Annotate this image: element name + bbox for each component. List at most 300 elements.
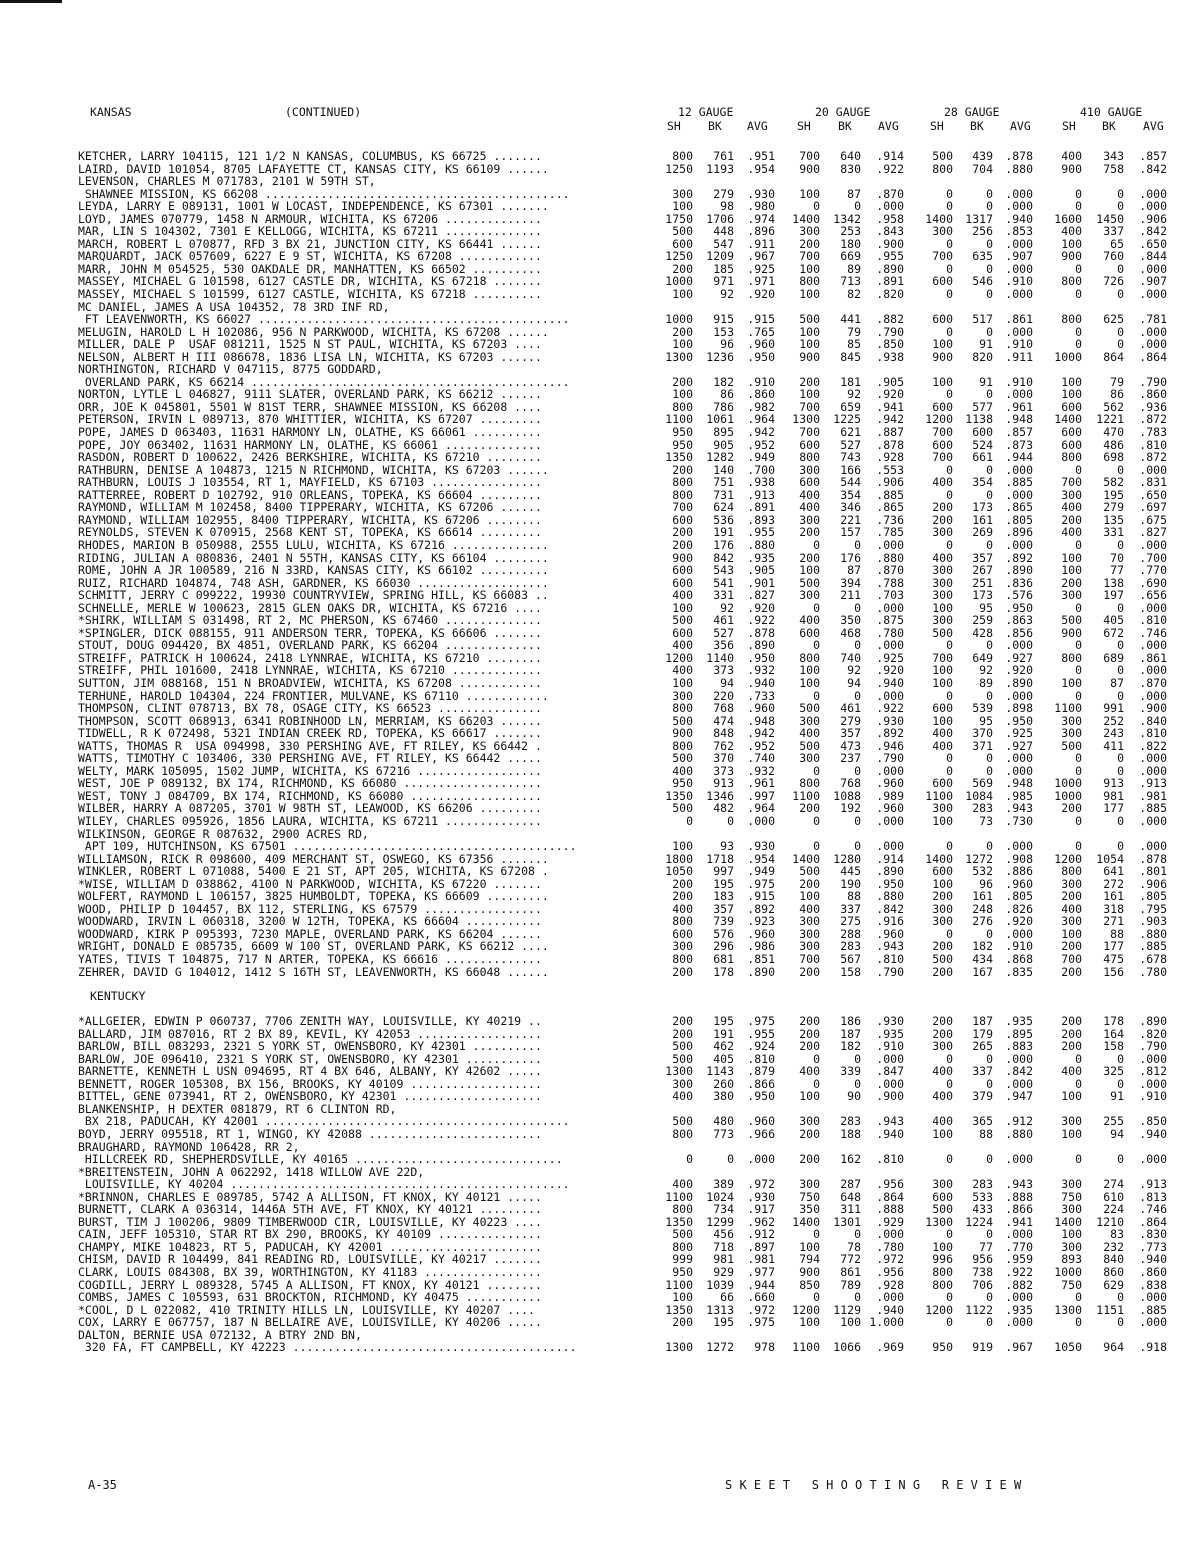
cell-avg-12: .955 — [747, 525, 775, 540]
cell-bk-410: 0 — [1117, 751, 1124, 766]
cell-sh-28: 400 — [932, 475, 953, 490]
cell-bk-12: 1282 — [706, 450, 734, 465]
cell-avg-20: .780 — [876, 1239, 904, 1254]
cell-sh-12: 1350 — [665, 788, 693, 803]
cell-sh-20: 100 — [799, 324, 820, 339]
cell-avg-410: .906 — [1139, 211, 1167, 226]
cell-avg-12: .912 — [747, 1227, 775, 1242]
cell-sh-12: 100 — [672, 839, 693, 854]
cell-bk-12: 96 — [720, 337, 734, 352]
cell-avg-20: .878 — [876, 437, 904, 452]
cell-avg-28: .000 — [1005, 688, 1033, 703]
cell-sh-410: 100 — [1061, 550, 1082, 565]
cell-avg-28: .944 — [1005, 450, 1033, 465]
cell-avg-410: .890 — [1139, 1014, 1167, 1029]
cell-avg-410: .810 — [1139, 726, 1167, 741]
cell-avg-20: .958 — [876, 211, 904, 226]
cell-bk-20: 162 — [840, 1152, 861, 1167]
cell-bk-20: 1301 — [833, 1214, 861, 1229]
continued-label: (CONTINUED) — [285, 105, 362, 119]
cell-sh-12: 400 — [672, 1089, 693, 1104]
cell-bk-410: 760 — [1103, 249, 1124, 264]
cell-bk-410: 0 — [1117, 688, 1124, 703]
gauge-20-header: 20 GAUGE — [815, 105, 871, 119]
cell-sh-28: 600 — [932, 274, 953, 289]
cell-bk-28: 161 — [972, 889, 993, 904]
cell-avg-20: .810 — [876, 1152, 904, 1167]
cell-bk-28: 0 — [986, 638, 993, 653]
shooter-entry: BURST, TIM J 100206, 9809 TIMBERWOOD CIR, LOUISVILLE, KY 40223 .... — [78, 1214, 542, 1229]
cell-sh-28: 0 — [946, 1076, 953, 1091]
cell-avg-28: .000 — [1005, 1152, 1033, 1167]
cell-sh-20: 794 — [799, 1252, 820, 1267]
shooter-entry: *BREITENSTEIN, JOHN A 062292, 1418 WILLOW AVE 22D, — [78, 1164, 425, 1179]
cell-sh-410: 300 — [1061, 713, 1082, 728]
col-bk-410: BK — [1102, 119, 1116, 133]
cell-sh-410: 1000 — [1054, 788, 1082, 803]
publication-name: S K E E T S H O O T I N G R E V I E W — [725, 1478, 1022, 1492]
cell-bk-28: 635 — [972, 249, 993, 264]
cell-avg-20: .788 — [876, 575, 904, 590]
cell-avg-410: .783 — [1139, 425, 1167, 440]
cell-avg-20: .916 — [876, 914, 904, 929]
cell-avg-12: .810 — [747, 1051, 775, 1066]
cell-sh-410: 300 — [1061, 914, 1082, 929]
cell-sh-12: 600 — [672, 926, 693, 941]
cell-sh-28: 0 — [946, 487, 953, 502]
cell-avg-20: .905 — [876, 374, 904, 389]
cell-sh-20: 100 — [799, 261, 820, 276]
shooter-entry: RATTERREE, ROBERT D 102792, 910 ORLEANS, TOPEKA, KS 66604 ......... — [78, 487, 542, 502]
cell-bk-410: 1054 — [1096, 851, 1124, 866]
shooter-entry: LOUISVILLE, KY 40204 ................................................. — [78, 1177, 570, 1192]
cell-avg-28: .836 — [1005, 575, 1033, 590]
cell-sh-410: 400 — [1061, 525, 1082, 540]
cell-sh-28: 300 — [932, 588, 953, 603]
cell-bk-20: 441 — [840, 312, 861, 327]
cell-avg-20: .842 — [876, 901, 904, 916]
cell-bk-410: 279 — [1103, 500, 1124, 515]
shooter-entry: RHODES, MARION B 050988, 2555 LULU, WICHITA, KS 67216 .............. — [78, 537, 549, 552]
cell-bk-28: 267 — [972, 563, 993, 578]
shooter-entry: REYNOLDS, STEVEN K 070915, 2568 KENT ST, TOPEKA, KS 66614 ......... — [78, 525, 542, 540]
cell-avg-28: .000 — [1005, 537, 1033, 552]
table-row — [0, 614, 1200, 627]
cell-bk-20: 190 — [840, 876, 861, 891]
cell-bk-28: 577 — [972, 399, 993, 414]
cell-bk-20: 1088 — [833, 788, 861, 803]
cell-sh-20: 0 — [813, 1227, 820, 1242]
cell-sh-28: 1400 — [925, 851, 953, 866]
cell-bk-20: 100 — [840, 1315, 861, 1330]
cell-bk-410: 0 — [1117, 1051, 1124, 1066]
cell-bk-410: 0 — [1117, 600, 1124, 615]
cell-bk-12: 1039 — [706, 1277, 734, 1292]
shooter-entry: MELUGIN, HAROLD L H 102086, 956 N PARKWOOD, WICHITA, KS 67208 ...... — [78, 324, 549, 339]
cell-avg-28: .873 — [1005, 437, 1033, 452]
cell-bk-12: 462 — [713, 1039, 734, 1054]
cell-avg-28: .912 — [1005, 1114, 1033, 1129]
cell-bk-20: 288 — [840, 926, 861, 941]
cell-bk-28: 0 — [986, 462, 993, 477]
cell-sh-28: 0 — [946, 199, 953, 214]
cell-bk-20: 1225 — [833, 412, 861, 427]
cell-bk-12: 536 — [713, 512, 734, 527]
cell-sh-12: 200 — [672, 1315, 693, 1330]
cell-sh-410: 1000 — [1054, 1265, 1082, 1280]
cell-bk-12: 681 — [713, 952, 734, 966]
cell-bk-410: 758 — [1103, 161, 1124, 176]
cell-avg-410: .000 — [1139, 261, 1167, 276]
cell-avg-410: .857 — [1139, 149, 1167, 163]
cell-bk-12: 140 — [713, 462, 734, 477]
cell-bk-12: 1143 — [706, 1064, 734, 1079]
cell-sh-28: 500 — [932, 625, 953, 640]
cell-bk-20: 354 — [840, 487, 861, 502]
cell-avg-28: .000 — [1005, 1227, 1033, 1242]
cell-sh-410: 0 — [1075, 688, 1082, 703]
cell-bk-12: 331 — [713, 588, 734, 603]
cell-avg-12: .733 — [747, 688, 775, 703]
cell-avg-20: .960 — [876, 801, 904, 816]
cell-avg-28: .000 — [1005, 387, 1033, 402]
cell-sh-20: 100 — [799, 287, 820, 302]
cell-sh-28: 400 — [932, 726, 953, 741]
cell-avg-410: .878 — [1139, 851, 1167, 866]
cell-avg-12: .944 — [747, 1277, 775, 1292]
cell-avg-12: .949 — [747, 864, 775, 879]
cell-bk-12: 895 — [713, 425, 734, 440]
cell-sh-12: 100 — [672, 387, 693, 402]
table-row — [0, 1266, 1200, 1279]
cell-avg-20: .950 — [876, 876, 904, 891]
cell-bk-12: 905 — [713, 437, 734, 452]
cell-bk-20: 669 — [840, 249, 861, 264]
cell-bk-12: 761 — [713, 149, 734, 163]
cell-avg-12: .915 — [747, 889, 775, 904]
cell-avg-12: .997 — [747, 788, 775, 803]
cell-bk-12: 461 — [713, 613, 734, 628]
cell-sh-12: 500 — [672, 1114, 693, 1129]
shooter-entry: RAYMOND, WILLIAM 102955, 8400 TIPPERARY, WICHITA, KS 67206 ........ — [78, 512, 542, 527]
table-row — [0, 777, 1200, 790]
cell-sh-12: 700 — [672, 500, 693, 515]
cell-bk-28: 1317 — [965, 211, 993, 226]
cell-bk-12: 768 — [713, 701, 734, 716]
cell-bk-20: 188 — [840, 1127, 861, 1142]
cell-avg-28: .959 — [1005, 1252, 1033, 1267]
cell-sh-410: 500 — [1061, 613, 1082, 628]
cell-avg-20: .553 — [876, 462, 904, 477]
cell-bk-20: 648 — [840, 1189, 861, 1204]
cell-bk-410: 164 — [1103, 1026, 1124, 1041]
cell-avg-12: .955 — [747, 1026, 775, 1041]
cell-bk-12: 195 — [713, 876, 734, 891]
table-row — [0, 677, 1200, 690]
cell-sh-12: 300 — [672, 688, 693, 703]
cell-sh-28: 0 — [946, 751, 953, 766]
cell-bk-20: 861 — [840, 1265, 861, 1280]
cell-avg-28: .000 — [1005, 1315, 1033, 1330]
cell-avg-20: .000 — [876, 600, 904, 615]
cell-bk-12: 547 — [713, 236, 734, 251]
cell-sh-410: 893 — [1061, 1252, 1082, 1267]
cell-bk-410: 0 — [1117, 462, 1124, 477]
cell-avg-12: 978 — [754, 1340, 775, 1355]
cell-sh-410: 0 — [1075, 638, 1082, 653]
cell-bk-20: 176 — [840, 550, 861, 565]
cell-bk-12: 762 — [713, 738, 734, 753]
cell-bk-410: 272 — [1103, 876, 1124, 891]
cell-bk-20: 87 — [847, 563, 861, 578]
cell-avg-28: .835 — [1005, 964, 1033, 979]
cell-bk-12: 1272 — [706, 1340, 734, 1355]
cell-bk-410: 726 — [1103, 274, 1124, 289]
shooter-entry: *BRINNON, CHARLES E 089785, 5742 A ALLISON, FT KNOX, KY 40121 ..... — [78, 1189, 542, 1204]
shooter-entry: SCHNELLE, MERLE W 100623, 2815 GLEN OAKS DR, WICHITA, KS 67216 .... — [78, 600, 542, 615]
cell-bk-20: 789 — [840, 1277, 861, 1292]
cell-avg-12: .920 — [747, 600, 775, 615]
cell-bk-20: 772 — [840, 1252, 861, 1267]
cell-sh-12: 400 — [672, 638, 693, 653]
cell-avg-20: .920 — [876, 387, 904, 402]
cell-bk-20: 0 — [854, 1051, 861, 1066]
cell-sh-20: 200 — [799, 236, 820, 251]
cell-sh-20: 400 — [799, 500, 820, 515]
cell-avg-28: .000 — [1005, 638, 1033, 653]
cell-sh-28: 600 — [932, 312, 953, 327]
cell-bk-28: 0 — [986, 487, 993, 502]
cell-sh-12: 950 — [672, 1265, 693, 1280]
cell-bk-20: 94 — [847, 675, 861, 690]
cell-bk-12: 380 — [713, 1089, 734, 1104]
cell-sh-20: 600 — [799, 437, 820, 452]
cell-avg-410: .000 — [1139, 1290, 1167, 1305]
col-avg-20: AVG — [878, 119, 899, 133]
cell-bk-410: 0 — [1117, 537, 1124, 552]
cell-sh-28: 400 — [932, 550, 953, 565]
cell-sh-20: 1200 — [792, 1302, 820, 1317]
cell-bk-20: 221 — [840, 512, 861, 527]
cell-avg-410: .940 — [1139, 1252, 1167, 1267]
cell-sh-20: 600 — [799, 625, 820, 640]
cell-bk-20: 1342 — [833, 211, 861, 226]
cell-avg-12: .950 — [747, 650, 775, 665]
shooter-entry: HILLCREEK RD, SHEPHERDSVILLE, KY 40165 .............................. — [78, 1152, 563, 1167]
cell-avg-20: .989 — [876, 788, 904, 803]
shooter-entry: RUIZ, RICHARD 104874, 748 ASH, GARDNER, KS 66030 ................... — [78, 575, 549, 590]
cell-bk-20: 92 — [847, 663, 861, 678]
cell-avg-28: .885 — [1005, 475, 1033, 490]
cell-avg-28: .943 — [1005, 1177, 1033, 1192]
shooter-entry: CHAMPY, MIKE 104823, RT 5, PADUCAH, KY 42001 ...................... — [78, 1239, 542, 1254]
cell-avg-12: .975 — [747, 876, 775, 891]
cell-avg-28: .866 — [1005, 1202, 1033, 1217]
cell-bk-410: 981 — [1103, 788, 1124, 803]
cell-bk-28: 1138 — [965, 412, 993, 427]
cell-avg-28: .920 — [1005, 663, 1033, 678]
cell-sh-20: 300 — [799, 588, 820, 603]
cell-bk-12: 1718 — [706, 851, 734, 866]
cell-bk-20: 0 — [854, 1076, 861, 1091]
cell-bk-20: 237 — [840, 751, 861, 766]
cell-avg-28: .805 — [1005, 512, 1033, 527]
cell-avg-20: .969 — [876, 1340, 904, 1355]
cell-bk-28: 0 — [986, 1315, 993, 1330]
cell-sh-20: 100 — [799, 675, 820, 690]
cell-avg-410: .805 — [1139, 889, 1167, 904]
cell-avg-12: .954 — [747, 161, 775, 176]
cell-bk-20: 186 — [840, 1014, 861, 1029]
cell-avg-28: .911 — [1005, 349, 1033, 364]
cell-sh-12: 950 — [672, 425, 693, 440]
table-row — [0, 338, 1200, 351]
cell-sh-410: 0 — [1075, 663, 1082, 678]
cell-sh-20: 0 — [813, 813, 820, 828]
shooter-entry: DALTON, BERNIE USA 072132, A BTRY 2ND BN, — [78, 1327, 362, 1342]
cell-sh-20: 200 — [799, 1039, 820, 1054]
col-avg-28: AVG — [1010, 119, 1031, 133]
cell-sh-20: 100 — [799, 337, 820, 352]
cell-avg-410: .864 — [1139, 349, 1167, 364]
cell-bk-20: 279 — [840, 713, 861, 728]
cell-bk-12: 92 — [720, 600, 734, 615]
cell-avg-20: .820 — [876, 287, 904, 302]
cell-sh-28: 700 — [932, 450, 953, 465]
cell-bk-28: 738 — [972, 1265, 993, 1280]
shooter-entry: MARR, JOHN M 054525, 530 OAKDALE DR, MANHATTEN, KS 66502 .......... — [78, 261, 542, 276]
cell-avg-12: .892 — [747, 901, 775, 916]
cell-avg-20: .790 — [876, 751, 904, 766]
cell-sh-28: 0 — [946, 638, 953, 653]
cell-sh-410: 900 — [1061, 249, 1082, 264]
table-row — [0, 1065, 1200, 1078]
cell-sh-28: 200 — [932, 889, 953, 904]
table-row — [0, 890, 1200, 903]
shooter-entry: WELTY, MARK 105095, 1502 JUMP, WICHITA, KS 67216 .................. — [78, 763, 542, 778]
cell-sh-20: 300 — [799, 713, 820, 728]
cell-bk-410: 86 — [1110, 387, 1124, 402]
cell-bk-20: 1280 — [833, 851, 861, 866]
cell-avg-12: .879 — [747, 1064, 775, 1079]
cell-bk-12: 182 — [713, 374, 734, 389]
cell-sh-410: 0 — [1075, 1290, 1082, 1305]
col-bk-12: BK — [708, 119, 722, 133]
cell-bk-410: 860 — [1103, 1265, 1124, 1280]
cell-bk-28: 524 — [972, 437, 993, 452]
cell-avg-410: .907 — [1139, 274, 1167, 289]
cell-bk-12: 997 — [713, 864, 734, 879]
cell-sh-28: 0 — [946, 688, 953, 703]
cell-avg-410: .981 — [1139, 788, 1167, 803]
cell-bk-28: 0 — [986, 287, 993, 302]
cell-avg-12: .924 — [747, 1039, 775, 1054]
table-row — [0, 840, 1200, 853]
cell-avg-410: .000 — [1139, 751, 1167, 766]
cell-sh-28: 500 — [932, 952, 953, 966]
cell-sh-28: 0 — [946, 926, 953, 941]
cell-avg-12: .972 — [747, 1177, 775, 1192]
cell-avg-28: .842 — [1005, 1064, 1033, 1079]
table-row — [0, 313, 1200, 326]
cell-bk-28: 1122 — [965, 1302, 993, 1317]
cell-bk-28: 546 — [972, 274, 993, 289]
cell-avg-20: .892 — [876, 726, 904, 741]
cell-sh-12: 1300 — [665, 1064, 693, 1079]
cell-sh-20: 600 — [799, 475, 820, 490]
cell-bk-410: 156 — [1103, 964, 1124, 979]
cell-sh-20: 700 — [799, 399, 820, 414]
shooter-entry: WEST, JOE P 089132, BX 174, RICHMOND, KS 66080 .................... — [78, 776, 542, 791]
shooter-entry: 320 FA, FT CAMPBELL, KY 42223 ......................................... — [78, 1340, 577, 1355]
cell-bk-12: 389 — [713, 1177, 734, 1192]
cell-avg-410: .885 — [1139, 801, 1167, 816]
cell-avg-20: .000 — [876, 1227, 904, 1242]
cell-bk-20: 0 — [854, 688, 861, 703]
cell-sh-410: 600 — [1061, 425, 1082, 440]
cell-bk-28: 1272 — [965, 851, 993, 866]
cell-sh-410: 0 — [1075, 186, 1082, 201]
shooter-entry: SUTTON, JIM 088168, 151 N BROADVIEW, WICHITA, KS 67208 ............ — [78, 675, 542, 690]
cell-sh-12: 500 — [672, 613, 693, 628]
cell-bk-410: 964 — [1103, 1340, 1124, 1355]
cell-avg-12: .940 — [747, 675, 775, 690]
cell-sh-20: 0 — [813, 1290, 820, 1305]
cell-avg-410: .000 — [1139, 1051, 1167, 1066]
cell-avg-410: .910 — [1139, 1089, 1167, 1104]
cell-bk-12: 456 — [713, 1227, 734, 1242]
cell-sh-20: 1100 — [792, 1340, 820, 1355]
cell-sh-410: 0 — [1075, 1051, 1082, 1066]
cell-bk-28: 370 — [972, 726, 993, 741]
cell-avg-410: .650 — [1139, 236, 1167, 251]
cell-bk-410: 138 — [1103, 575, 1124, 590]
cell-bk-20: 0 — [854, 1290, 861, 1305]
cell-avg-20: .000 — [876, 537, 904, 552]
cell-sh-410: 100 — [1061, 1127, 1082, 1142]
gauge-410-header: 410 GAUGE — [1080, 105, 1143, 119]
shooter-entry: BALLARD, JIM 087016, RT 2 BX 89, KEVIL, KY 42053 .................. — [78, 1026, 542, 1041]
cell-sh-28: 600 — [932, 437, 953, 452]
cell-bk-410: 864 — [1103, 349, 1124, 364]
cell-avg-410: .795 — [1139, 901, 1167, 916]
cell-bk-410: 94 — [1110, 1127, 1124, 1142]
cell-sh-20: 100 — [799, 186, 820, 201]
cell-bk-410: 0 — [1117, 337, 1124, 352]
cell-avg-28: .925 — [1005, 726, 1033, 741]
shooter-entry: LEYDA, LARRY E 089131, 1001 W LOCAST, INDEPENDENCE, KS 67301 ....... — [78, 199, 549, 214]
cell-sh-410: 0 — [1075, 600, 1082, 615]
cell-bk-12: 1193 — [706, 161, 734, 176]
shooter-entry: *SHIRK, WILLIAM S 031498, RT 2, MC PHERSON, KS 67460 .............. — [78, 613, 542, 628]
cell-sh-410: 100 — [1061, 387, 1082, 402]
cell-avg-20: .780 — [876, 625, 904, 640]
cell-avg-20: .956 — [876, 1265, 904, 1280]
col-sh-28: SH — [930, 119, 944, 133]
cell-bk-410: 0 — [1117, 839, 1124, 854]
cell-sh-20: 700 — [799, 952, 820, 966]
cell-bk-12: 1346 — [706, 788, 734, 803]
cell-avg-12: .942 — [747, 726, 775, 741]
cell-avg-410: .770 — [1139, 563, 1167, 578]
cell-avg-12: .986 — [747, 939, 775, 954]
cell-sh-410: 0 — [1075, 324, 1082, 339]
cell-sh-410: 0 — [1075, 1315, 1082, 1330]
cell-avg-20: .880 — [876, 889, 904, 904]
cell-avg-410: .000 — [1139, 1315, 1167, 1330]
cell-avg-410: .872 — [1139, 412, 1167, 427]
cell-avg-12: .975 — [747, 1014, 775, 1029]
